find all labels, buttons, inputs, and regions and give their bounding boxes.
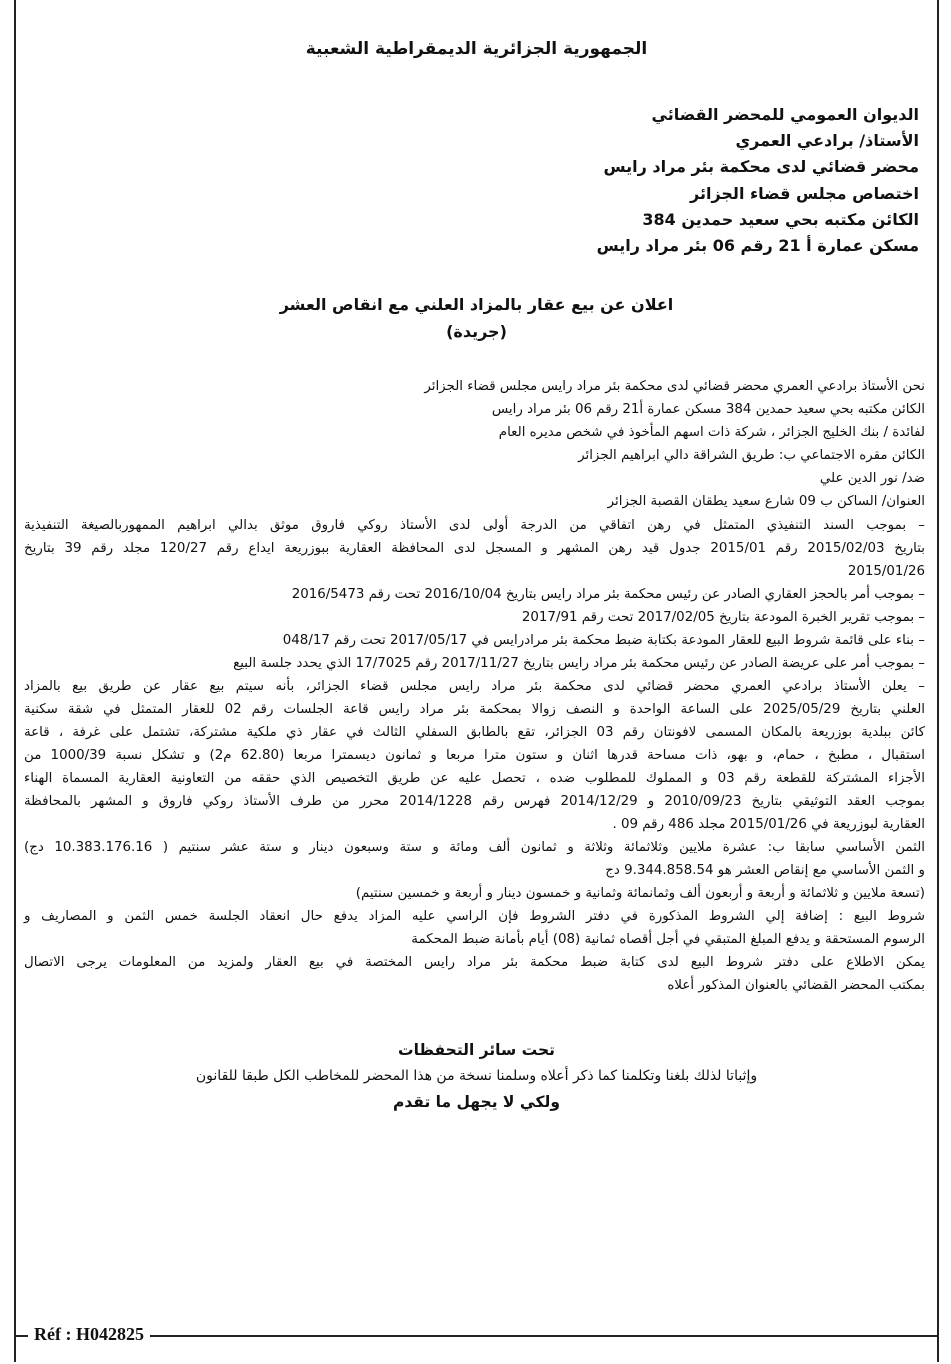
body-line: – بموجب السند التنفيذي المتمثل في رهن اتفاقي من الدرجة أولى لدى الأستاذ روكي فاروق موثق بدالي ابراهيم الممهوربالصيغة التنفيذية xyxy=(24,517,925,533)
closing-final: ولكي لا يجهل ما تقدم xyxy=(392,1093,561,1112)
body-line: شروط البيع : إضافة إلي الشروط المذكورة في دفتر الشروط فإن الراسي عليه المزاد يدفع حال انعقاد الجلسة خمس الثمن و المصاريف و xyxy=(24,909,925,925)
announcement xyxy=(24,291,929,345)
body-line: نحن الأستاذ برادعي العمري محضر قضائي لدى محكمة بئر مراد رايس مجلس قضاء الجزائر xyxy=(424,379,925,395)
header-line: الديوان العمومي للمحضر القضائي xyxy=(651,105,919,124)
body-line: بمكتب المحضر القضائي بالعنوان المذكور أعلاه xyxy=(667,978,925,994)
body-line: – بموجب أمر بالحجز العقاري الصادر عن رئيس محكمة بئر مراد رايس بتاريخ 2016/10/04 تحت رقم 2016/5473 xyxy=(291,586,925,602)
body-line: الثمن الأساسي سابقا ب: عشرة ملايين وثلاثمائة وثلاثة و ثمانون ألف ومائة و ستة وسبعون دينار و ستة عشر سنتيم ( 10.383.176.16 دج) xyxy=(24,840,925,856)
body-line: ضد/ نور الدين علي xyxy=(819,471,925,487)
body-line: الأجزاء المشتركة للقطعة رقم 03 و المملوك للمطلوب ضده ، تحصل عليه عن طريق التخصيص الذي حققه من التعاونية العقارية المسماة الهناء xyxy=(24,771,925,787)
header-line: اختصاص مجلس قضاء الجزائر xyxy=(690,183,919,203)
body-line: لفائدة / بنك الخليج الجزائر ، شركة ذات اسهم المأخوذ في شخص مديره العام xyxy=(498,425,925,441)
body-line: – بناء على قائمة شروط البيع للعقار المودعة بكتابة ضبط محكمة بئر مرادرايس في 2017/05/17 تحت رقم 048/17 xyxy=(282,632,925,648)
reference-number: Réf : H042825 xyxy=(28,1324,150,1345)
body-line: يمكن الاطلاع على دفتر شروط البيع لدى كتابة ضبط محكمة بئر مراد رايس المختصة في بيع العقار ولمزيد من المعلومات يرجى الاتصال xyxy=(24,955,925,971)
header-line: الأستاذ/ برادعي العمري xyxy=(735,131,919,151)
body-line: كائن ببلدية بوزريعة بالمكان المسمى لافونتان رقم 03 الجزائر، تقع بالطابق السفلي الثالث في عقار ذي ملكية مشتركة، تشتمل على غرفة ، قاعة xyxy=(24,724,925,740)
bottom-rule xyxy=(14,1335,939,1337)
bailiff-header xyxy=(24,102,929,259)
header-line: الكائن مكتبه بحي سعيد حمدين 384 xyxy=(642,209,919,229)
announcement-title: اعلان عن بيع عقار بالمزاد العلني مع انقاص العشر xyxy=(279,295,674,315)
body-line: (تسعة ملايين و ثلاثمائة و أربعة و أربعون ألف وثمانمائة وثمانية و خمسون دينار و أربعة و خمسين سنتيم) xyxy=(355,886,925,902)
body-line: – يعلن الأستاذ برادعي العمري محضر قضائي لدى محكمة بئر مراد رايس مجلس قضاء الجزائر، بأنه سيتم بيع عقار عن طريق بيع بالمزاد xyxy=(24,678,925,694)
header-line: مسكن عمارة أ 21 رقم 06 بئر مراد رايس xyxy=(596,236,919,256)
closing-line: وإثباتا لذلك بلغنا وتكلمنا كما ذكر أعلاه وسلمنا نسخة من هذا المحضر للمخاطب الكل طبقا للقانون xyxy=(195,1068,758,1085)
body-line: بموجب العقد التوثيقي بتاريخ 2010/09/23 و 2014/12/29 فهرس رقم 2014/1228 محرر من طرف الأستاذ روكي فاروق و المشهر بالمحافظة xyxy=(24,794,926,810)
closing-block xyxy=(24,1037,929,1116)
body-line: العنوان/ الساكن ب 09 شارع سعيد يطقان القصبة الجزائر xyxy=(607,494,925,510)
body-line: – بموجب تقرير الخبرة المودعة بتاريخ 2017/02/05 تحت رقم 2017/91 xyxy=(521,609,925,625)
body-line: استقبال ، مطبخ ، حمام، و بهو، ذات مساحة قدرها اثنان و ستون مترا مربعا و ثمانون ديسمترا مربعا (62.80 م2) و تشكل نسبة 1000/39 من xyxy=(24,747,925,763)
body-line: بتاريخ 2015/02/03 رقم 2015/01 جدول قيد رهن المشهر و المسجل لدى المحافظة العقارية ببوزريعة ايداع رقم 120/27 مجلد رقم 39 بتاريخ xyxy=(24,540,925,556)
header-line: محضر قضائي لدى محكمة بئر مراد رايس xyxy=(603,157,919,177)
body-line: الرسوم المستحقة و يدفع المبلغ المتبقي في أجل أقصاه ثمانية (08) أيام بأمانة ضبط المحكمة xyxy=(411,932,925,948)
announcement-subtitle: (جريدة) xyxy=(446,322,507,342)
closing-title: تحت سائر التحفظات xyxy=(398,1041,555,1060)
body-line: 2015/01/26 xyxy=(847,563,925,579)
body-line: الكائن مقره الاجتماعي ب: طريق الشراقة دالي ابراهيم الجزائر xyxy=(578,448,925,464)
body-line: العقارية لبوزريعة في 2015/01/26 مجلد 486 رقم 09 . xyxy=(612,817,925,833)
document xyxy=(24,36,929,1116)
body-line: – بموجب أمر على عريضة الصادر عن رئيس محكمة بئر مراد رايس بتاريخ 2017/11/27 رقم 17/7025 الذي يحدد جلسة البيع xyxy=(233,655,925,671)
body-line: الكائن مكتبه بحي سعيد حمدين 384 مسكن عمارة أ21 رقم 06 بئر مراد رايس xyxy=(491,402,925,418)
body-line: العلني بتاريخ 2025/05/29 على الساعة الواحدة و النصف زوالا بمحكمة بئر مراد رايس قاعة الجلسات رقم 02 للعقار المتمثل في شقة سكنية xyxy=(24,701,925,717)
announcement-body xyxy=(24,375,929,997)
body-line: و الثمن الأساسي مع إنقاص العشر هو 9.344.858.54 دج xyxy=(605,863,925,879)
republic-heading: الجمهورية الجزائرية الديمقراطية الشعبية xyxy=(305,39,648,59)
